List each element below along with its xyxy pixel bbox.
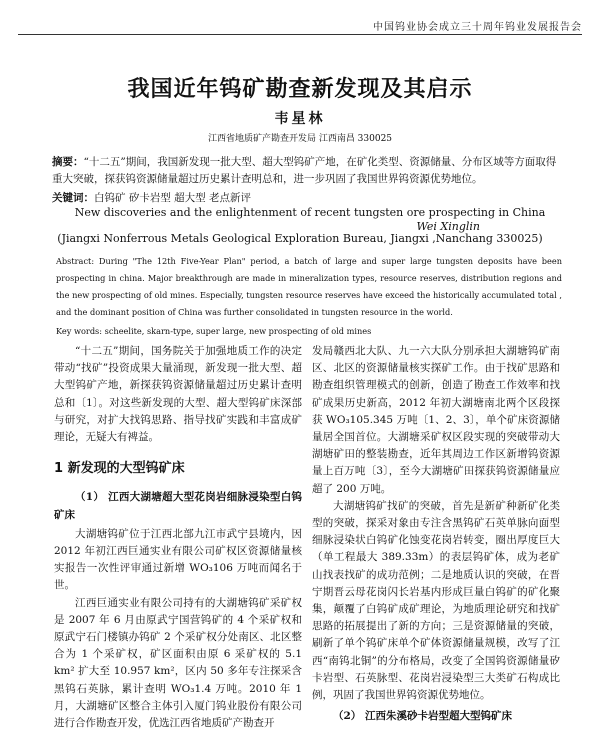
en-affiliation: (Jiangxi Nonferrous Metals Geological Exploration Bureau, Jiangxi ,Nanchang 330025) — [57, 232, 543, 245]
paper-title: 我国近年钨矿勘查新发现及其启示 — [127, 77, 473, 102]
section-heading: 1 新发现的大型钨矿床 — [54, 461, 185, 477]
affiliation: 江西省地质矿产勘查开发局 江西南昌 330025 — [207, 134, 393, 144]
cn-keywords-label: 关键词： — [52, 192, 94, 204]
cn-keywords — [52, 190, 560, 207]
intro-paragraph: “十二五”期间，国务院关于加强地质工作的决定带动“找矿”投资成果大量涌现，新发现一批大型、超大型钨矿产地，新探获钨资源储量超过历史累计查明总和〔1〕。对这些新发现的大型、超大型钨矿床深部与研究，对扩大找钨思路、指导找矿实践和丰富成矿理论，无疑大有裨益。 — [54, 345, 302, 444]
author: 韦星林 — [274, 111, 326, 127]
en-abstract — [56, 253, 562, 321]
en-abstract-label: Abstract: — [56, 256, 95, 266]
cn-abstract-text: “十二五”期间，我国新发现一批大型、超大型钨矿产地，在矿化类型、资源储量、分布区域等方面取得重大突破，探获钨资源储量超过历史累计查明总和，进一步巩固了我国世界钨资源优势地位。 — [52, 156, 557, 185]
body-paragraph: 江西巨通实业有限公司持有的大湖塘钨矿采矿权是 2007 年 6 月由原武宁国营钨矿的 4 个采矿权和原武宁石门楼镇办钨矿 2 个采矿权分处南区、北区整合为 1 个采矿权，矿区面积由原 6 采矿权的 5.1 km² 扩大至 10.957 km²，区内 50 多年专注探采含黑钨石英脉，累计查明 WO₃1.4 万吨。2010 年 1 月，大湖塘矿区整合主体引入厦门钨业股份有限公司进行合作勘查开发，优选江西省地质矿产勘查开 — [54, 596, 302, 730]
subsection-heading: （1） 江西大湖塘超大型花岗岩细脉浸染型白钨矿床 — [54, 491, 302, 521]
left-column — [54, 343, 302, 732]
body-paragraph: 大湖塘钨矿位于江西北部九江市武宁县境内，因 2012 年初江西巨通实业有限公司矿权区资源储量核实报告一次性评审通过新增 WO₃106 万吨而闻名于世。 — [54, 527, 302, 592]
body-paragraph: 大湖塘钨矿找矿的突破，首先是新矿种新矿化类型的突破，探采对象由专注含黑钨矿石英单脉向面型细脉浸染状白钨矿化蚀变花岗岩转变，圈出厚度巨大（单工程最大 389.33m）的表层钨矿体，成为老矿山找表找矿的成功范例；二是地质认识的突破，在晋宁期晋云母花岗闪长岩基内形成巨量白钨矿的矿化聚集，颠覆了白钨矿成矿理论，为地质理论研究和找矿思路的拓展提出了新的方向；三是资源储量的突破，刷新了单个钨矿床单个矿体资源储量规模，改写了江西“南钨北铜”的分布格局，改变了全国钨资源储量矽卡岩型、石英脉型、花岗岩浸染型三大类矿石构成比例，巩固了我国世界钨资源优势地位。 — [312, 499, 560, 702]
en-keywords — [56, 324, 562, 338]
right-column — [312, 343, 560, 725]
cn-abstract — [52, 154, 560, 188]
header-rule — [18, 34, 582, 35]
en-author: Wei Xinglin — [416, 220, 480, 233]
body-paragraph: 发局赣西北大队、九一六大队分别承担大湖塘钨矿南区、北区的资源储量核实探矿工作。由于找矿思路和勘查组织管理模式的创新，创造了勘查工作效率和找矿成果历史新高，2012 年初大湖塘南北两个区段探获 WO₃105.345 万吨〔1、2、3〕，单个矿床资源储量居全国首位。大湖塘采矿权区段实现的突破带动大湖塘矿田的整装勘查，近年其周边工作区新增钨资源量上百万吨〔3〕，至今大湖塘矿田探获钨资源储量应超了 200 万吨。 — [312, 345, 560, 495]
running-header: 中国钨业协会成立三十周年钨业发展报告会 — [373, 22, 582, 33]
en-abstract-text: During "The 12th Five-Year Plan" period, a batch of large and super large tungsten deposits have been prospecting in china. Major breakthrough are made in mineralization types, resource reserves, distribution regions and the new prospecting of old mines. Especially, tungsten resource reserves have exceed the historically accumulated total , and the dominant position of China was further consolidated in tungsten resource in the world. — [56, 256, 562, 317]
en-title: New discoveries and the enlightenment of recent tungsten ore prospecting in China — [74, 206, 546, 219]
en-keywords-text: scheelite, skarn-type, super large, new prospecting of old mines — [104, 326, 372, 336]
en-keywords-label: Key words: — [56, 326, 103, 336]
subsection-heading: （2） 江西朱溪砂卡岩型超大型钨矿床 — [333, 710, 512, 723]
cn-abstract-label: 摘要： — [52, 156, 84, 168]
cn-keywords-text: 白钨矿 矽卡岩型 超大型 老点新评 — [94, 192, 252, 204]
